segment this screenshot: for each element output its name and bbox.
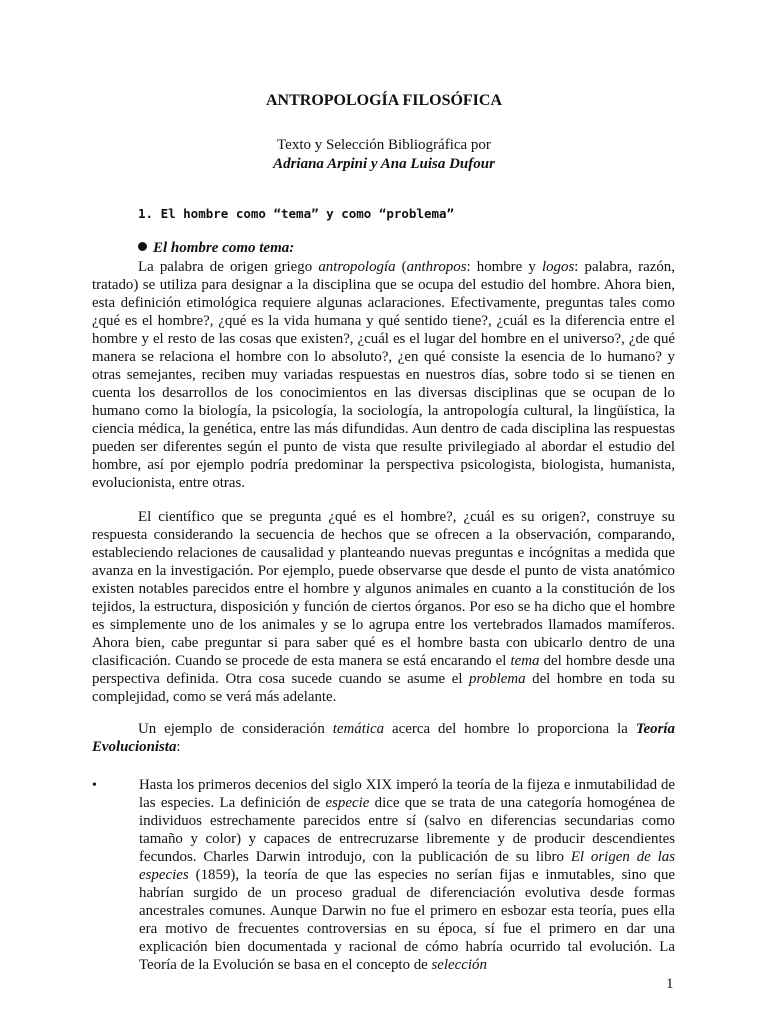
p3-emphasis-1: temática <box>332 721 385 737</box>
p1-text-2: ( <box>395 259 407 275</box>
bullet-heading-text: El hombre como tema: <box>153 240 295 256</box>
p2-text-3: del hombre en toda su complejidad, como se verá más adelante. <box>92 671 675 705</box>
p1-text-4: : palabra, razón, tratado) se utiliza para designar a la disciplina que se ocupa del estudio del hombre. Ahora bien, esta definición etimológica requiere algunas aclaraciones. Efectivamente, preguntas tales como ¿qué es el hombre?, ¿qué es la vida humana y qué sentido tiene?, ¿cuál es la diferencia entre el hombre y el resto de las cosas que existen?, ¿cuál es el lugar del hombre en el universo?, ¿de qué manera se relaciona el hombre con lo absoluto?, ¿en qué consiste la esencia de lo humano? y otras semejantes, reciben muy variadas respuestas en nuestros días, sobre todo si se tienen en cuenta los desarrollos de los conocimientos en las diversas disciplinas que se ocupan de lo humano como la biología, la psicología, la sociología, la antropología cultural, la lingüística, la ciencia médica, la genética, entre las más difundidas. Aun dentro de cada disciplina las respuestas pueden ser diferentes según el punto de vista que resulte privilegiado al abordar el estudio del hombre, así por ejemplo podría predominar la perspectiva psicologista, biologista, humanista, evolucionista, entre otras. <box>92 259 675 491</box>
list-item <box>92 776 675 974</box>
bullet-dot-icon <box>138 242 147 251</box>
li-text-3: (1859), la teoría de que las especies no serían fijas e inmutables, sino que habrían surgido de un proceso gradual de diferenciación evolutiva desde formas ancestrales comunes. Aunque Darwin no fue el primero en esbozar esta teoría, pues ella era motivo de frecuentes controversias en su época, sí fue el primero en dar una explicación bien documentada y racional de cómo habría ocurrido tal evolución. La Teoría de la Evolución se basa en el concepto de <box>139 867 675 973</box>
bullet-heading <box>138 240 294 257</box>
p1-emphasis-2: anthropos <box>406 259 467 275</box>
section-heading: 1. El hombre como “tema” y como “problema” <box>138 206 455 221</box>
list-bullet: • <box>92 778 97 793</box>
p3-text-1: Un ejemplo de consideración <box>138 721 333 737</box>
li-text-2: dice que se trata de una categoría homogénea de individuos estrechamente parecidos entre sí (salvo en diferencias secundarias como tamaño y color) y capaces de entrecruzarse libremente y de producir descendientes fecundos. Charles Darwin introdujo, con la publicación de su libro <box>139 795 675 865</box>
p3-text-2: acerca del hombre lo proporciona la <box>384 721 636 737</box>
p2-emphasis-1: tema <box>510 653 540 669</box>
li-text-1: Hasta los primeros decenios del siglo XIX imperó la teoría de la fijeza e inmutabilidad de las especies. La definición de <box>139 777 675 811</box>
p1-text-1: La palabra de origen griego <box>138 259 319 275</box>
document-title: ANTROPOLOGÍA FILOSÓFICA <box>265 92 503 109</box>
li-emphasis-2: El origen de las especies <box>139 849 675 883</box>
paragraph-3 <box>92 720 675 756</box>
paragraph-2 <box>92 508 675 706</box>
byline <box>0 136 768 174</box>
p2-text-1: El científico que se pregunta ¿qué es el hombre?, ¿cuál es su origen?, construye su respuesta considerando la secuencia de hechos que se ofrecen a la observación, comparando, estableciendo relaciones de causalidad y planteando nuevas preguntas e incógnitas a medida que avanza en la investigación. Por ejemplo, puede observarse que desde el punto de vista anatómico existen notables parecidos entre el hombre y algunos animales en cuanto a la constitución de los tejidos, la estructura, disposición y función de ciertos órganos. Por eso se ha dicho que el hombre es simplemente uno de los animales y se lo agrupa entre los vertebrados llamados mamíferos. Ahora bien, cabe preguntar si para saber qué es el hombre basta con ubicarlo dentro de una clasificación. Cuando se procede de esta manera se está encarando el <box>92 509 675 669</box>
li-emphasis-1: especie <box>325 795 370 811</box>
p3-text-3: : <box>176 739 181 755</box>
p1-emphasis-1: antropología <box>318 259 396 275</box>
authors: Adriana Arpini y Ana Luisa Dufour <box>273 156 495 172</box>
li-emphasis-3: selección <box>431 957 487 973</box>
p2-emphasis-2: problema <box>469 671 526 687</box>
paragraph-1 <box>92 258 675 492</box>
p1-text-3: : hombre y <box>466 259 542 275</box>
byline-text: Texto y Selección Bibliográfica por <box>277 137 491 153</box>
p1-emphasis-3: logos <box>541 259 575 275</box>
list-item-text <box>139 776 675 974</box>
p2-text-2: del hombre desde una perspectiva definida. Otra cosa sucede cuando se asume el <box>92 653 675 687</box>
p3-bold-term: Teoría Evolucionista <box>92 721 675 755</box>
page-number: 1 <box>666 976 674 992</box>
